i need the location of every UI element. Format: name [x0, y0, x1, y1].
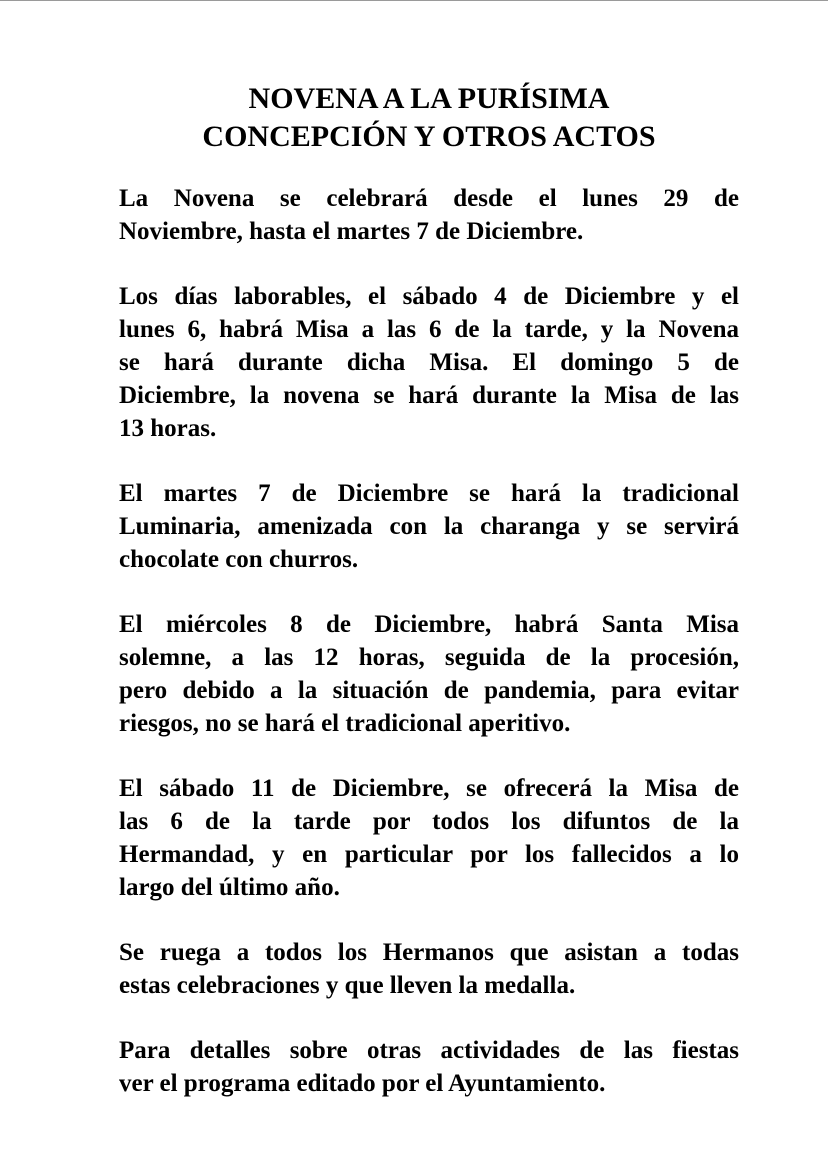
- text-line: se hará durante dicha Misa. El domingo 5 de: [119, 349, 739, 376]
- text-line: El sábado 11 de Diciembre, se ofrecerá la Misa de: [119, 775, 739, 802]
- text-line: Noviembre, hasta el martes 7 de Diciembre.: [119, 218, 584, 245]
- paragraph-luminaria: [119, 477, 739, 576]
- text-line: Los días laborables, el sábado 4 de Diciembre y el: [119, 283, 739, 310]
- document-page: [119, 80, 739, 1132]
- text-line: lunes 6, habrá Misa a las 6 de la tarde, y la Novena: [119, 316, 739, 343]
- text-line: chocolate con churros.: [119, 546, 359, 573]
- paragraph-novena-dates: [119, 182, 739, 248]
- text-line: ver el programa editado por el Ayuntamiento.: [119, 1070, 606, 1097]
- text-line: Se ruega a todos los Hermanos que asistan a todas: [119, 939, 739, 966]
- text-line: El miércoles 8 de Diciembre, habrá Santa Misa: [119, 611, 739, 638]
- text-line: solemne, a las 12 horas, seguida de la procesión,: [119, 644, 739, 671]
- paragraph-santa-misa: [119, 608, 739, 740]
- title-line: NOVENA A LA PURÍSIMA: [248, 82, 610, 115]
- paragraph-medalla: [119, 936, 739, 1002]
- paragraph-difuntos: [119, 772, 739, 904]
- text-line: El martes 7 de Diciembre se hará la tradicional: [119, 480, 739, 507]
- text-line: Para detalles sobre otras actividades de las fiestas: [119, 1037, 739, 1064]
- text-line: las 6 de la tarde por todos los difuntos de la: [119, 808, 739, 835]
- text-line: Luminaria, amenizada con la charanga y se servirá: [119, 513, 739, 540]
- title-line: CONCEPCIÓN Y OTROS ACTOS: [202, 120, 656, 153]
- top-border-line: [0, 0, 828, 1]
- text-line: Hermandad, y en particular por los fallecidos a lo: [119, 841, 739, 868]
- paragraph-programa: [119, 1034, 739, 1100]
- text-line: pero debido a la situación de pandemia, para evitar: [119, 677, 739, 704]
- text-line: Diciembre, la novena se hará durante la Misa de las: [119, 382, 739, 409]
- paragraph-mass-schedule: [119, 280, 739, 445]
- text-line: estas celebraciones y que lleven la medalla.: [119, 972, 576, 999]
- text-line: largo del último año.: [119, 874, 340, 901]
- text-line: La Novena se celebrará desde el lunes 29 de: [119, 185, 739, 212]
- text-line: 13 horas.: [119, 415, 217, 442]
- document-title: [119, 80, 739, 156]
- text-line: riesgos, no se hará el tradicional aperitivo.: [119, 710, 571, 737]
